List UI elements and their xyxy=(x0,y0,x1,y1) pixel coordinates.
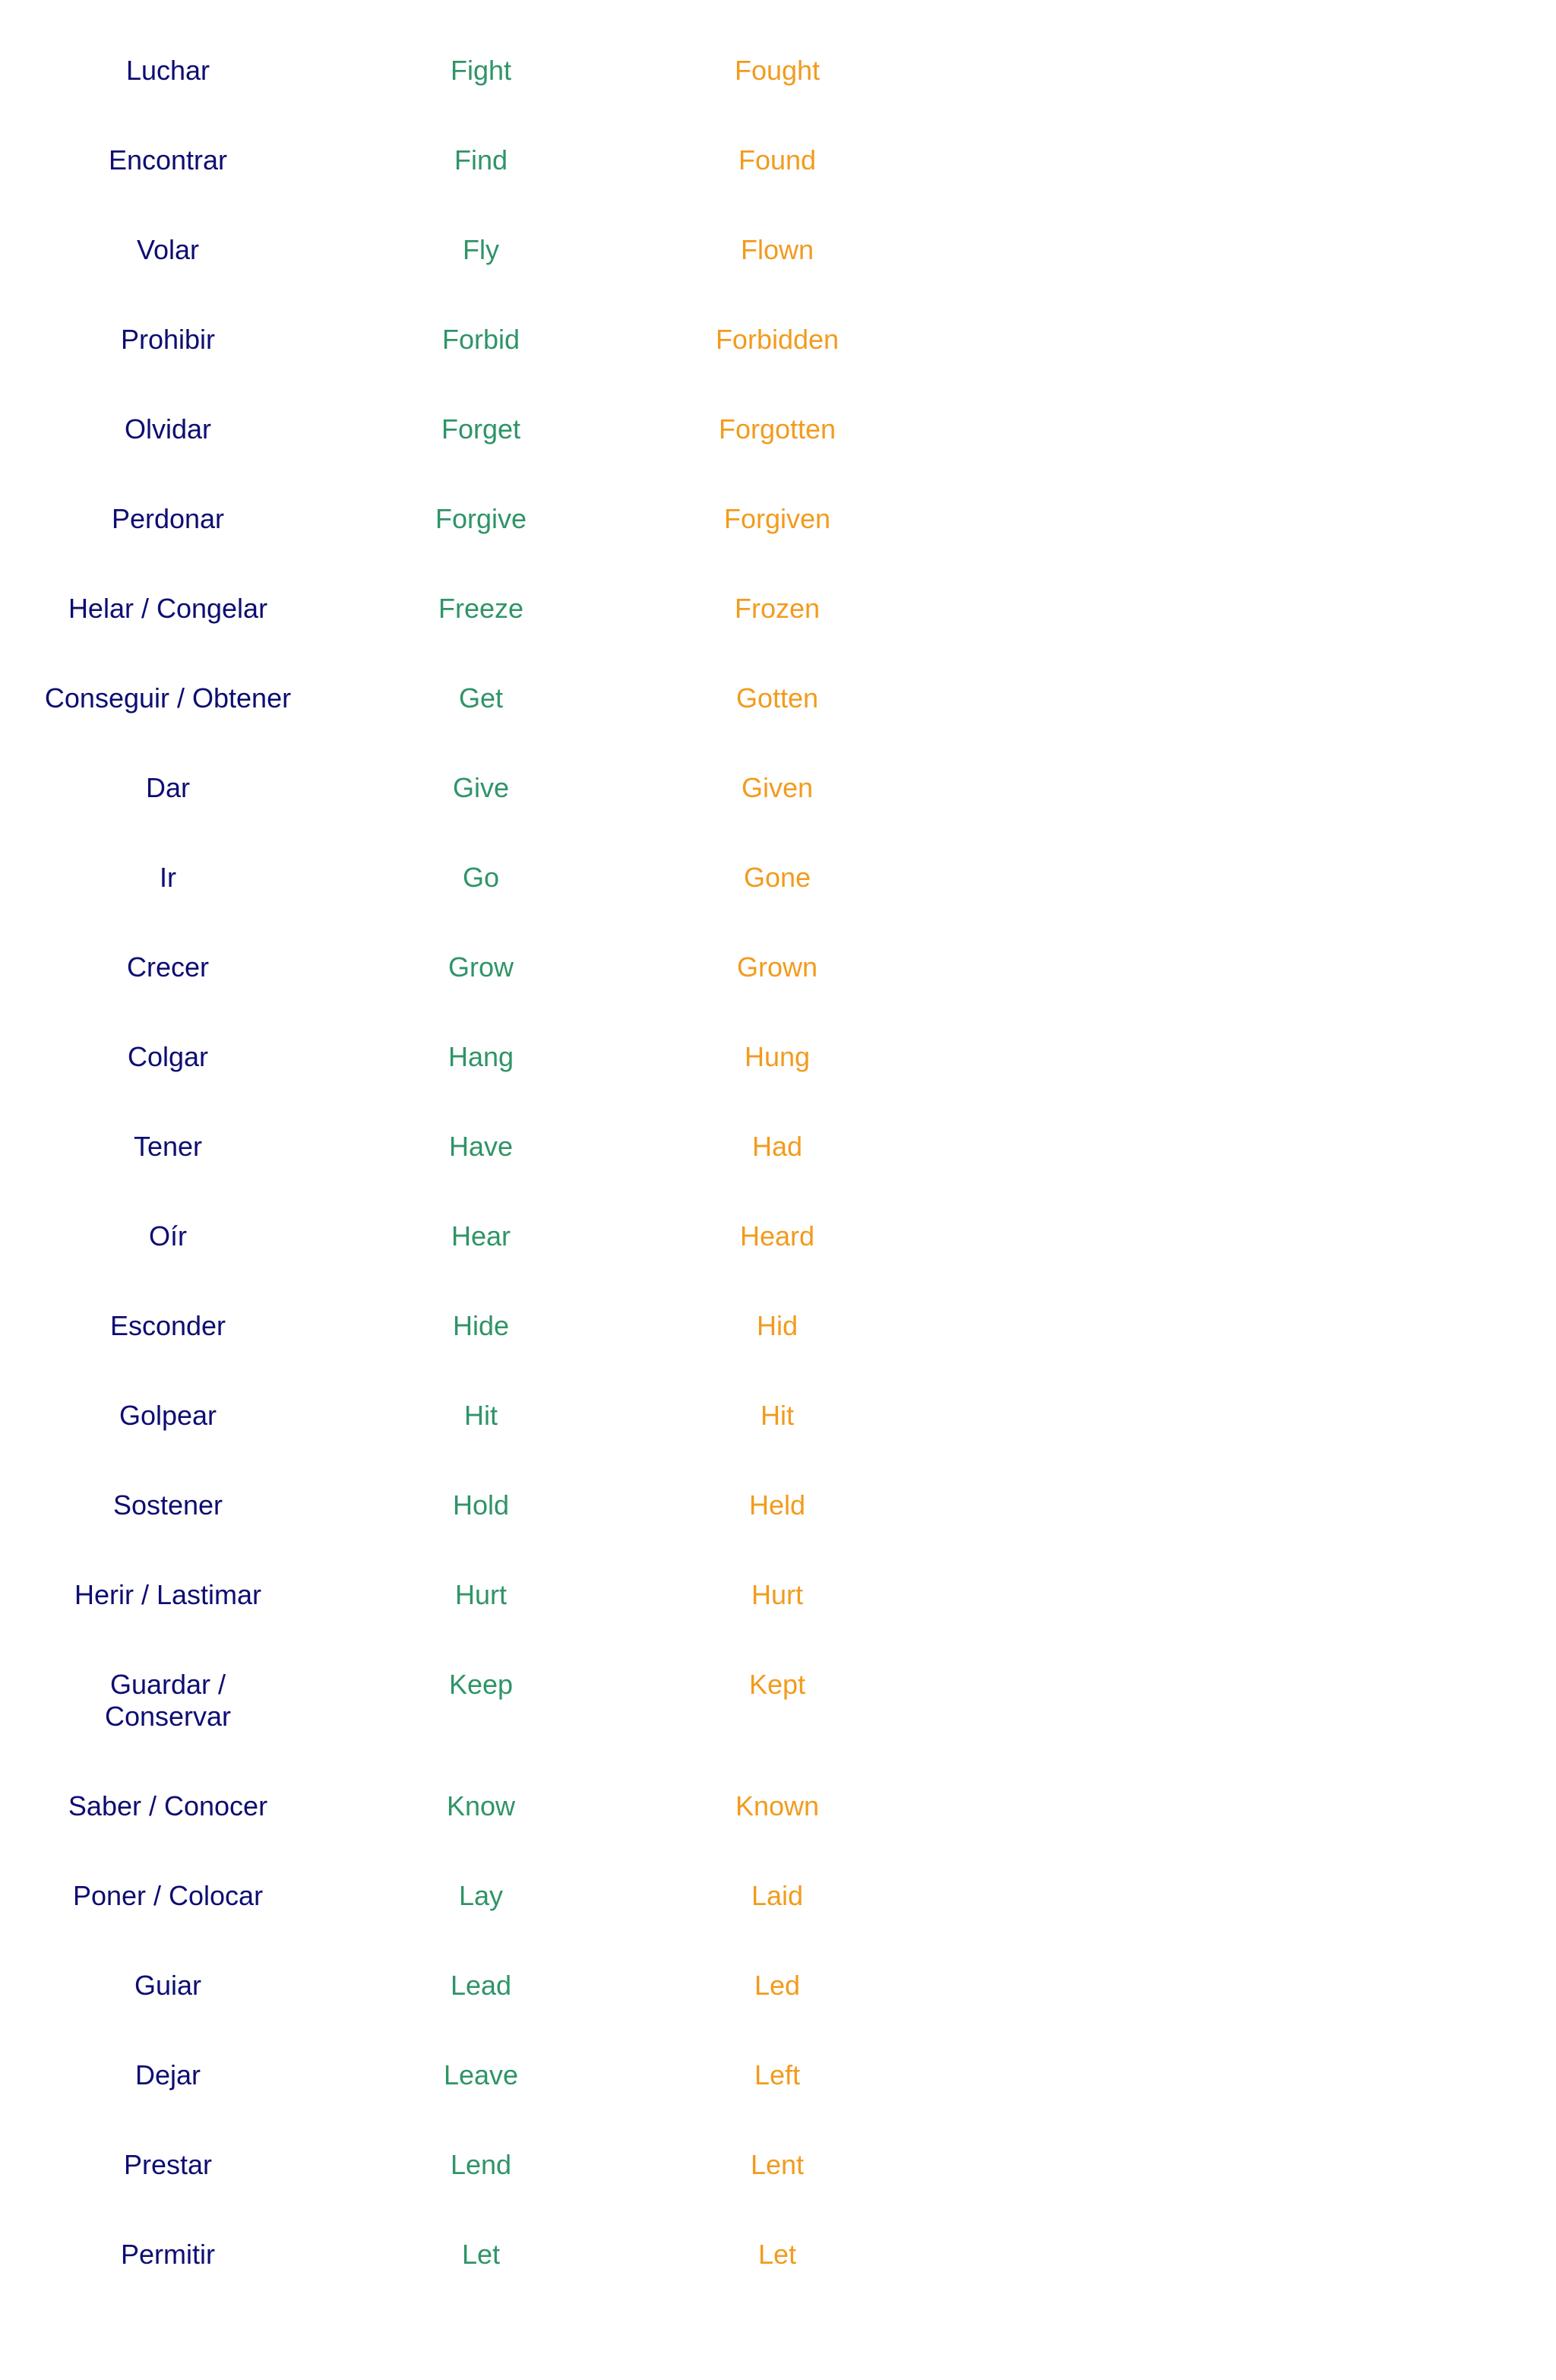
spanish-verb: Esconder xyxy=(109,1310,226,1341)
spanish-verb: Olvidar xyxy=(124,413,212,445)
verb-row xyxy=(0,682,1094,772)
english-past-participle: Forbidden xyxy=(715,324,840,355)
verb-row xyxy=(0,2149,1094,2239)
english-base-form: Freeze xyxy=(438,593,524,624)
verb-row xyxy=(0,1400,1094,1489)
spanish-verb: Golpear xyxy=(119,1400,217,1431)
spanish-verb: Poner / Colocar xyxy=(72,1880,264,1911)
english-base-form: Forbid xyxy=(441,324,520,355)
english-past-participle: Held xyxy=(748,1489,806,1521)
english-base-form: Fight xyxy=(450,55,512,86)
spanish-verb: Conseguir / Obtener xyxy=(44,682,292,714)
english-past-participle: Forgiven xyxy=(723,503,831,534)
spanish-verb: Ir xyxy=(160,862,176,893)
english-base-form: Give xyxy=(452,772,510,803)
spanish-verb: Guardar / Conservar xyxy=(104,1669,232,1732)
verb-row xyxy=(0,593,1094,682)
english-past-participle: Gotten xyxy=(735,682,819,714)
english-past-participle: Fought xyxy=(734,55,821,86)
english-base-form: Lend xyxy=(450,2149,512,2180)
verb-row xyxy=(0,1041,1094,1131)
english-base-form: Lead xyxy=(450,1970,512,2001)
english-base-form: Go xyxy=(462,862,500,893)
english-base-form: Let xyxy=(461,2239,501,2270)
verb-row xyxy=(0,1489,1094,1579)
verb-row xyxy=(0,1131,1094,1220)
english-past-participle: Had xyxy=(751,1131,803,1162)
english-past-participle: Frozen xyxy=(734,593,821,624)
english-past-participle: Known xyxy=(735,1790,820,1821)
english-base-form: Fly xyxy=(463,234,499,265)
english-base-form: Lay xyxy=(458,1880,504,1911)
english-past-participle: Left xyxy=(754,2059,801,2090)
spanish-verb: Perdonar xyxy=(111,503,225,534)
spanish-verb: Helar / Congelar xyxy=(68,593,268,624)
english-past-participle: Laid xyxy=(751,1880,804,1911)
english-base-form: Hear xyxy=(451,1220,511,1252)
verb-row xyxy=(0,951,1094,1041)
english-past-participle: Grown xyxy=(736,951,818,983)
english-past-participle: Let xyxy=(757,2239,797,2270)
english-base-form: Keep xyxy=(448,1669,514,1700)
verb-row xyxy=(0,862,1094,951)
english-base-form: Hold xyxy=(452,1489,510,1521)
verb-row xyxy=(0,2239,1094,2328)
verb-row xyxy=(0,1310,1094,1400)
english-base-form: Hurt xyxy=(454,1579,507,1610)
verb-row xyxy=(0,1220,1094,1310)
english-past-participle: Led xyxy=(754,1970,801,2001)
spanish-verb: Tener xyxy=(133,1131,203,1162)
english-base-form: Hit xyxy=(464,1400,498,1431)
verb-table xyxy=(0,55,1094,2328)
spanish-verb: Luchar xyxy=(125,55,210,86)
verb-row xyxy=(0,144,1094,234)
spanish-verb: Colgar xyxy=(127,1041,209,1072)
verb-row xyxy=(0,503,1094,593)
spanish-verb: Oír xyxy=(149,1220,187,1252)
english-base-form: Find xyxy=(454,144,508,176)
spanish-verb: Encontrar xyxy=(108,144,228,176)
english-base-form: Grow xyxy=(448,951,514,983)
english-past-participle: Kept xyxy=(748,1669,806,1700)
english-past-participle: Forgotten xyxy=(718,413,837,445)
english-base-form: Hang xyxy=(448,1041,514,1072)
english-past-participle: Flown xyxy=(740,234,814,265)
verb-row xyxy=(0,772,1094,862)
spanish-verb: Herir / Lastimar xyxy=(74,1579,262,1610)
spanish-verb: Prohibir xyxy=(120,324,216,355)
english-base-form: Forget xyxy=(441,413,521,445)
english-past-participle: Found xyxy=(738,144,817,176)
english-past-participle: Lent xyxy=(750,2149,805,2180)
verb-row xyxy=(0,1970,1094,2059)
verb-row xyxy=(0,324,1094,413)
english-past-participle: Heard xyxy=(739,1220,815,1252)
english-past-participle: Hurt xyxy=(751,1579,803,1610)
spanish-verb: Volar xyxy=(136,234,200,265)
english-past-participle: Hid xyxy=(756,1310,799,1341)
spanish-verb: Sostener xyxy=(112,1489,223,1521)
spanish-verb: Saber / Conocer xyxy=(68,1790,268,1821)
verb-row xyxy=(0,413,1094,503)
english-past-participle: Gone xyxy=(743,862,811,893)
verb-row xyxy=(0,55,1094,144)
english-past-participle: Hung xyxy=(744,1041,811,1072)
english-base-form: Have xyxy=(448,1131,514,1162)
spanish-verb: Guiar xyxy=(134,1970,202,2001)
spanish-verb: Crecer xyxy=(126,951,210,983)
verb-row xyxy=(0,1669,1094,1790)
spanish-verb: Permitir xyxy=(121,2239,215,2270)
verb-row xyxy=(0,1880,1094,1970)
verb-row xyxy=(0,234,1094,324)
english-base-form: Forgive xyxy=(435,503,527,534)
english-base-form: Leave xyxy=(443,2059,519,2090)
english-past-participle: Given xyxy=(741,772,814,803)
verb-row xyxy=(0,1790,1094,1880)
english-base-form: Know xyxy=(446,1790,516,1821)
verb-row xyxy=(0,1579,1094,1669)
spanish-verb: Dejar xyxy=(134,2059,201,2090)
english-past-participle: Hit xyxy=(761,1400,794,1431)
spanish-verb: Prestar xyxy=(123,2149,213,2180)
verb-row xyxy=(0,2059,1094,2149)
english-base-form: Get xyxy=(458,682,504,714)
spanish-verb: Dar xyxy=(145,772,190,803)
english-base-form: Hide xyxy=(452,1310,510,1341)
